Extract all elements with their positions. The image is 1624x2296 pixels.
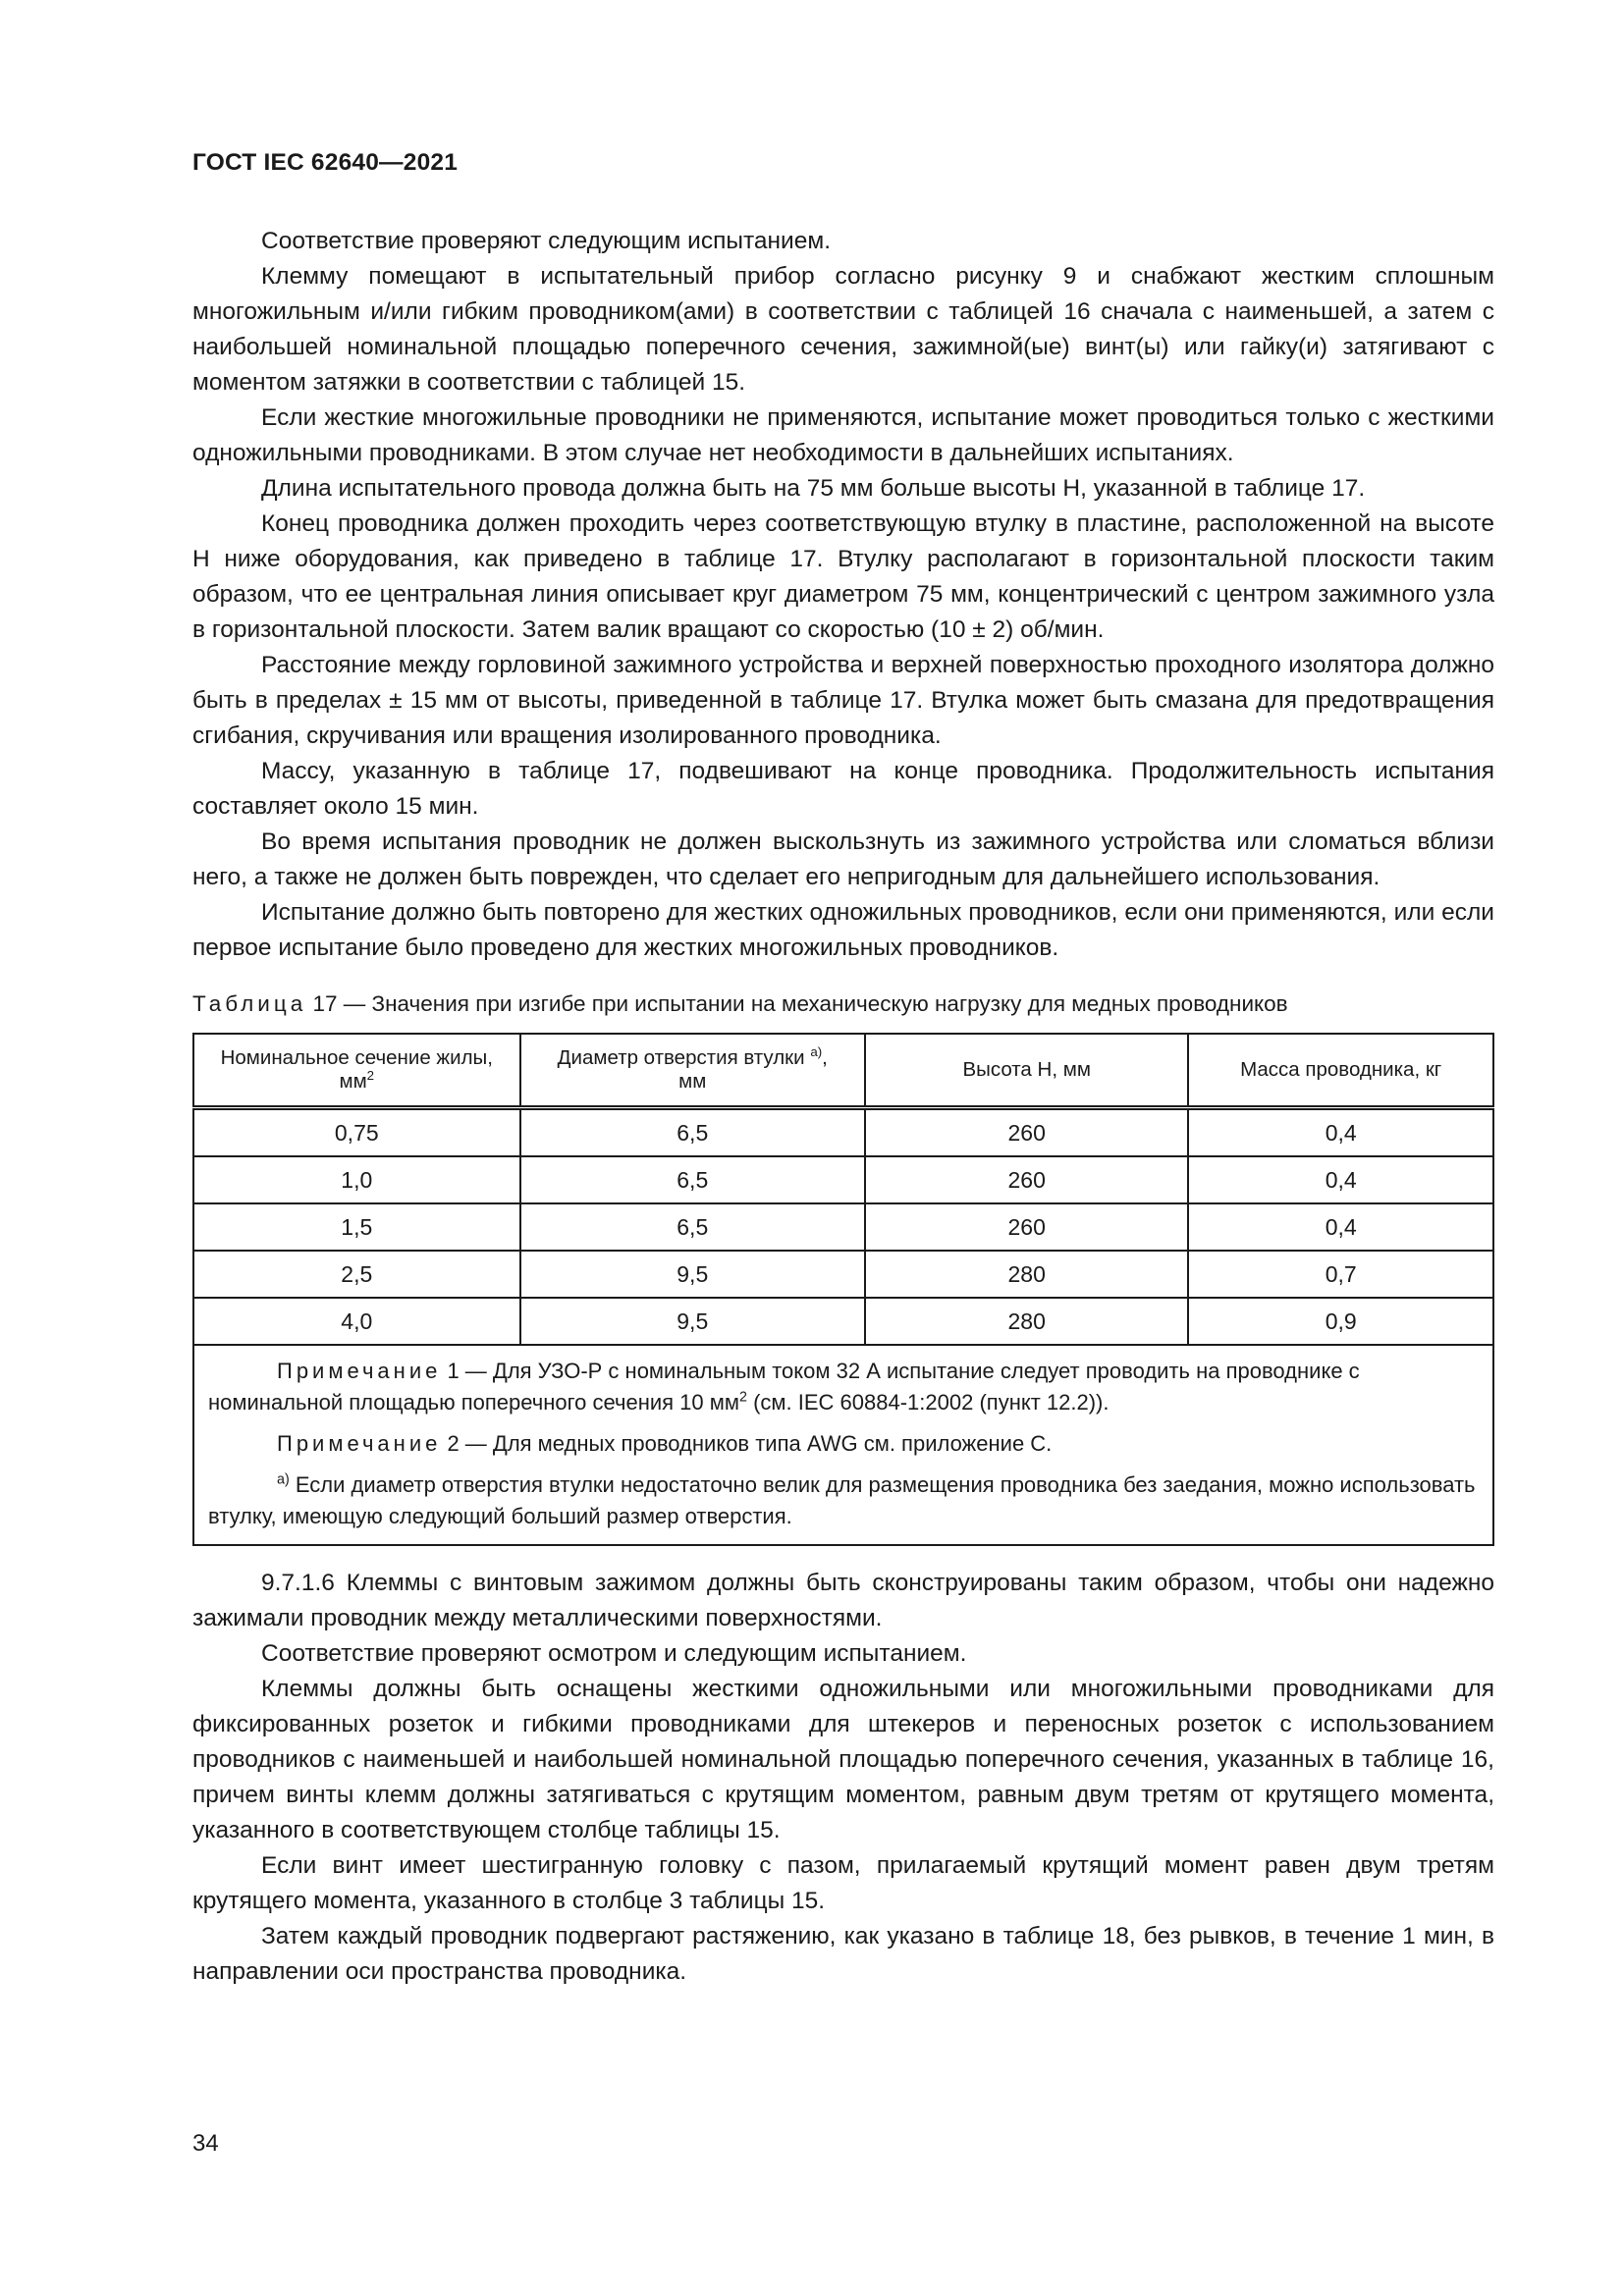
table-cell: 260 bbox=[865, 1203, 1188, 1251]
paragraph: Массу, указанную в таблице 17, подвешивают на конце проводника. Продолжительность испытания составляет около 15 мин. bbox=[192, 758, 1494, 820]
table-cell: 0,75 bbox=[193, 1108, 520, 1157]
table-cell: 280 bbox=[865, 1251, 1188, 1298]
paragraph: Во время испытания проводник не должен выскользнуть из зажимного устройства или сломаться вблизи него, а также не должен быть поврежден, что сделает его непригодным для дальнейшего использования. bbox=[192, 828, 1494, 890]
header-bushing-diameter: Диаметр отверстия втулки $^{а)}$, мм bbox=[520, 1034, 865, 1108]
paragraph: Соответствие проверяют следующим испытанием. bbox=[261, 228, 832, 254]
paragraph: Клеммы должны быть оснащены жесткими одножильными или многожильными проводниками для фиксированных розеток и гибкими проводниками для штекеров и переносных розеток с использованием проводников с наименьшей и наибольшей номинальной площадью поперечного сечения, указанных в таблице 16, причем винты клемм должны затягиваться с крутящим моментом, равным двум третям от крутящего момента, указанного в соответствующем столбце таблицы 15. bbox=[192, 1676, 1494, 1843]
table-footnote-a: $^{а)}$ Если диаметр отверстия втулки недостаточно велик для размещения проводника без заедания, можно использовать втулку, имеющую следующий больший размер отверстия. bbox=[208, 1471, 1476, 1528]
table-cell: 6,5 bbox=[520, 1156, 865, 1203]
table-cell: 280 bbox=[865, 1298, 1188, 1345]
table-cell: 9,5 bbox=[520, 1298, 865, 1345]
table-cell: 260 bbox=[865, 1156, 1188, 1203]
table-caption-label: Таблица bbox=[192, 991, 307, 1016]
table-cell: 6,5 bbox=[520, 1108, 865, 1157]
table-row bbox=[193, 1108, 1493, 1157]
table-caption-text: 17 — Значения при изгибе при испытании на механическую нагрузку для медных проводников bbox=[306, 991, 1288, 1016]
table-cell: 9,5 bbox=[520, 1251, 865, 1298]
table-cell: 6,5 bbox=[520, 1203, 865, 1251]
table-caption bbox=[192, 989, 1494, 1019]
table-row bbox=[193, 1156, 1493, 1203]
text-block-before-table bbox=[192, 224, 1494, 966]
header-mass: Масса проводника, кг bbox=[1188, 1034, 1493, 1108]
table-note-2: Примечание 2 — Для медных проводников типа AWG см. приложение С. bbox=[277, 1431, 1053, 1456]
header-cross-section: Номинальное сечение жилы, $мм^2$ bbox=[193, 1034, 520, 1108]
paragraph: 9.7.1.6 Клеммы с винтовым зажимом должны быть сконструированы таким образом, чтобы они надежно зажимали проводник между металлическими поверхностями. bbox=[192, 1570, 1494, 1631]
table-notes bbox=[193, 1345, 1493, 1545]
table-cell: 1,5 bbox=[193, 1203, 520, 1251]
table-note-1: Примечание 1 — Для УЗО-Р с номинальным током 32 А испытание следует проводить на проводнике с номинальной площадью поперечного сечения 10 $мм^2$ (см. IEC 60884-1:2002 (пункт 12.2)). bbox=[208, 1359, 1360, 1415]
table-cell: 1,0 bbox=[193, 1156, 520, 1203]
table-row bbox=[193, 1203, 1493, 1251]
paragraph: Клемму помещают в испытательный прибор согласно рисунку 9 и снабжают жестким сплошным многожильным и/или гибким проводником(ами) в соответствии с таблицей 16 сначала с наименьшей, а затем с наибольшей номинальной площадью поперечного сечения, зажимной(ые) винт(ы) или гайку(и) затягивают с моментом затяжки в соответствии с таблицей 15. bbox=[192, 263, 1494, 396]
table-row bbox=[193, 1298, 1493, 1345]
paragraph: Если жесткие многожильные проводники не применяются, испытание может проводиться только с жесткими одножильными проводниками. В этом случае нет необходимости в дальнейших испытаниях. bbox=[192, 404, 1494, 466]
paragraph: Затем каждый проводник подвергают растяжению, как указано в таблице 18, без рывков, в течение 1 мин, в направлении оси пространства проводника. bbox=[192, 1923, 1494, 1985]
paragraph: Длина испытательного провода должна быть на 75 мм больше высоты H, указанной в таблице 17. bbox=[261, 475, 1366, 502]
table-cell: 260 bbox=[865, 1108, 1188, 1157]
page-number: 34 bbox=[192, 2130, 219, 2157]
table-header-row bbox=[193, 1034, 1493, 1108]
table-cell: 0,4 bbox=[1188, 1156, 1493, 1203]
header-height: Высота H, мм bbox=[865, 1034, 1188, 1108]
table-cell: 0,9 bbox=[1188, 1298, 1493, 1345]
table-cell: 0,4 bbox=[1188, 1203, 1493, 1251]
paragraph: Испытание должно быть повторено для жестких одножильных проводников, если они применяются, или если первое испытание было проведено для жестких многожильных проводников. bbox=[192, 899, 1494, 961]
paragraph: Соответствие проверяют осмотром и следующим испытанием. bbox=[261, 1640, 967, 1667]
text-block-after-table bbox=[192, 1566, 1494, 1990]
table-cell: 0,7 bbox=[1188, 1251, 1493, 1298]
document-header: ГОСТ IEC 62640—2021 bbox=[192, 149, 459, 176]
table-17 bbox=[192, 1033, 1494, 1546]
table-cell: 0,4 bbox=[1188, 1108, 1493, 1157]
table-row bbox=[193, 1251, 1493, 1298]
paragraph: Расстояние между горловиной зажимного устройства и верхней поверхностью проходного изолятора должно быть в пределах ± 15 мм от высоты, приведенной в таблице 17. Втулка может быть смазана для предотвращения сгибания, скручивания или вращения изолированного проводника. bbox=[192, 652, 1494, 749]
table-notes-row bbox=[193, 1345, 1493, 1545]
table-cell: 4,0 bbox=[193, 1298, 520, 1345]
table-cell: 2,5 bbox=[193, 1251, 520, 1298]
paragraph: Если винт имеет шестигранную головку с пазом, прилагаемый крутящий момент равен двум третям крутящего момента, указанного в столбце 3 таблицы 15. bbox=[192, 1852, 1494, 1914]
paragraph: Конец проводника должен проходить через соответствующую втулку в пластине, расположенной на высоте H ниже оборудования, как приведено в таблице 17. Втулку располагают в горизонтальной плоскости таким образом, что ее центральная линия описывает круг диаметром 75 мм, концентрический с центром зажимного узла в горизонтальной плоскости. Затем валик вращают со скоростью (10 ± 2) об/мин. bbox=[192, 510, 1494, 643]
